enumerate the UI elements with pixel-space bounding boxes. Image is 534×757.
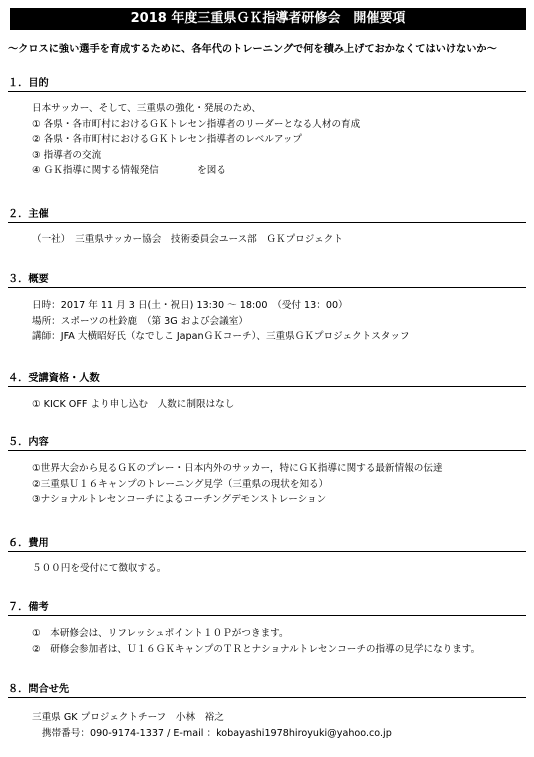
remarks-line: ① 本研修会は、リフレッシュポイント１０Ｐがつきます。 — [32, 628, 289, 639]
remarks-line: ② 研修会参加者は、Ｕ１６ＧＫキャンプのＴＲとナショナルトレセンコーチの指導の見学になります。 — [32, 643, 481, 655]
eligibility-line: ① KICK OFF より申し込む 人数に制限はなし — [32, 399, 235, 410]
content-line: ③ナショナルトレセンコーチによるコーチングデモンストレーション — [32, 494, 327, 506]
section-heading-contact: ８．問合せ先 — [8, 683, 526, 698]
overview-line: 日時：2017 年 11 月 3 日(土・祝日) 13:30 ～ 18:00 （受付 13：00） — [32, 300, 348, 311]
organizer-line: （一社） 三重県サッカー協会 技術委員会ユース部 ＧＫプロジェクト — [32, 234, 343, 245]
purpose-line: ③ 指導者の交流 — [32, 149, 102, 161]
section-body-contact — [32, 710, 526, 741]
section-heading-purpose: １．目的 — [8, 77, 526, 92]
content-line: ①世界大会から見るＧＫのプレー・日本内外のサッカー，特にＧＫ指導に関する最新情報の伝達 — [32, 463, 443, 474]
purpose-line: ② 各県・各市町村におけるＧＫトレセン指導者のレベルアップ — [32, 134, 303, 146]
section-heading-eligibility: ４．受講資格・人数 — [8, 372, 526, 387]
section-heading-organizer: ２．主催 — [8, 208, 526, 223]
section-body-purpose — [32, 101, 526, 179]
section-body-content — [32, 461, 526, 508]
contact-name-line: 三重県 GK プロジェクトチーフ 小林 裕之 — [32, 712, 224, 723]
section-heading-overview: ３．概要 — [8, 273, 526, 288]
fee-line: ５００円を受付にて徴収する。 — [32, 563, 167, 574]
overview-line: 講師：JFA 大横昭好氏（なでしこ JapanＧＫコーチ）、三重県ＧＫプロジェクトスタッフ — [32, 331, 410, 343]
purpose-line: 日本サッカー、そして、三重県の強化・発展のため、 — [32, 103, 262, 114]
section-body-fee — [32, 561, 526, 577]
overview-line: 場所：スポーツの杜鈴鹿 （第 3G および会議室） — [32, 315, 248, 327]
section-body-eligibility — [32, 397, 526, 413]
purpose-line: ① 各県・各市町村におけるＧＫトレセン指導者のリーダーとなる人材の育成 — [32, 118, 361, 130]
document-title: 2018 年度三重県ＧＫ指導者研修会 開催要項 — [10, 8, 526, 30]
contact-details-line: 携帯番号：090-9174-1337 / E-mail ：kobayashi1978hiroyuki@yahoo.co.jp — [42, 727, 392, 739]
section-heading-fee: ６．費用 — [8, 537, 526, 552]
document-subtitle: ～クロスに強い選手を育成するために、各年代のトレーニングで何を積み上げておかなくてはいけないか～ — [8, 44, 497, 55]
section-heading-remarks: ７．備考 — [8, 601, 526, 616]
section-heading-content: ５．内容 — [8, 436, 526, 451]
section-body-remarks — [32, 626, 526, 657]
section-body-overview — [32, 298, 526, 345]
purpose-line: ④ ＧＫ指導に関する情報発信 を図る — [32, 165, 226, 177]
content-line: ②三重県Ｕ１６キャンプのトレーニング見学（三重県の現状を知る） — [32, 478, 329, 490]
section-body-organizer — [32, 232, 526, 248]
